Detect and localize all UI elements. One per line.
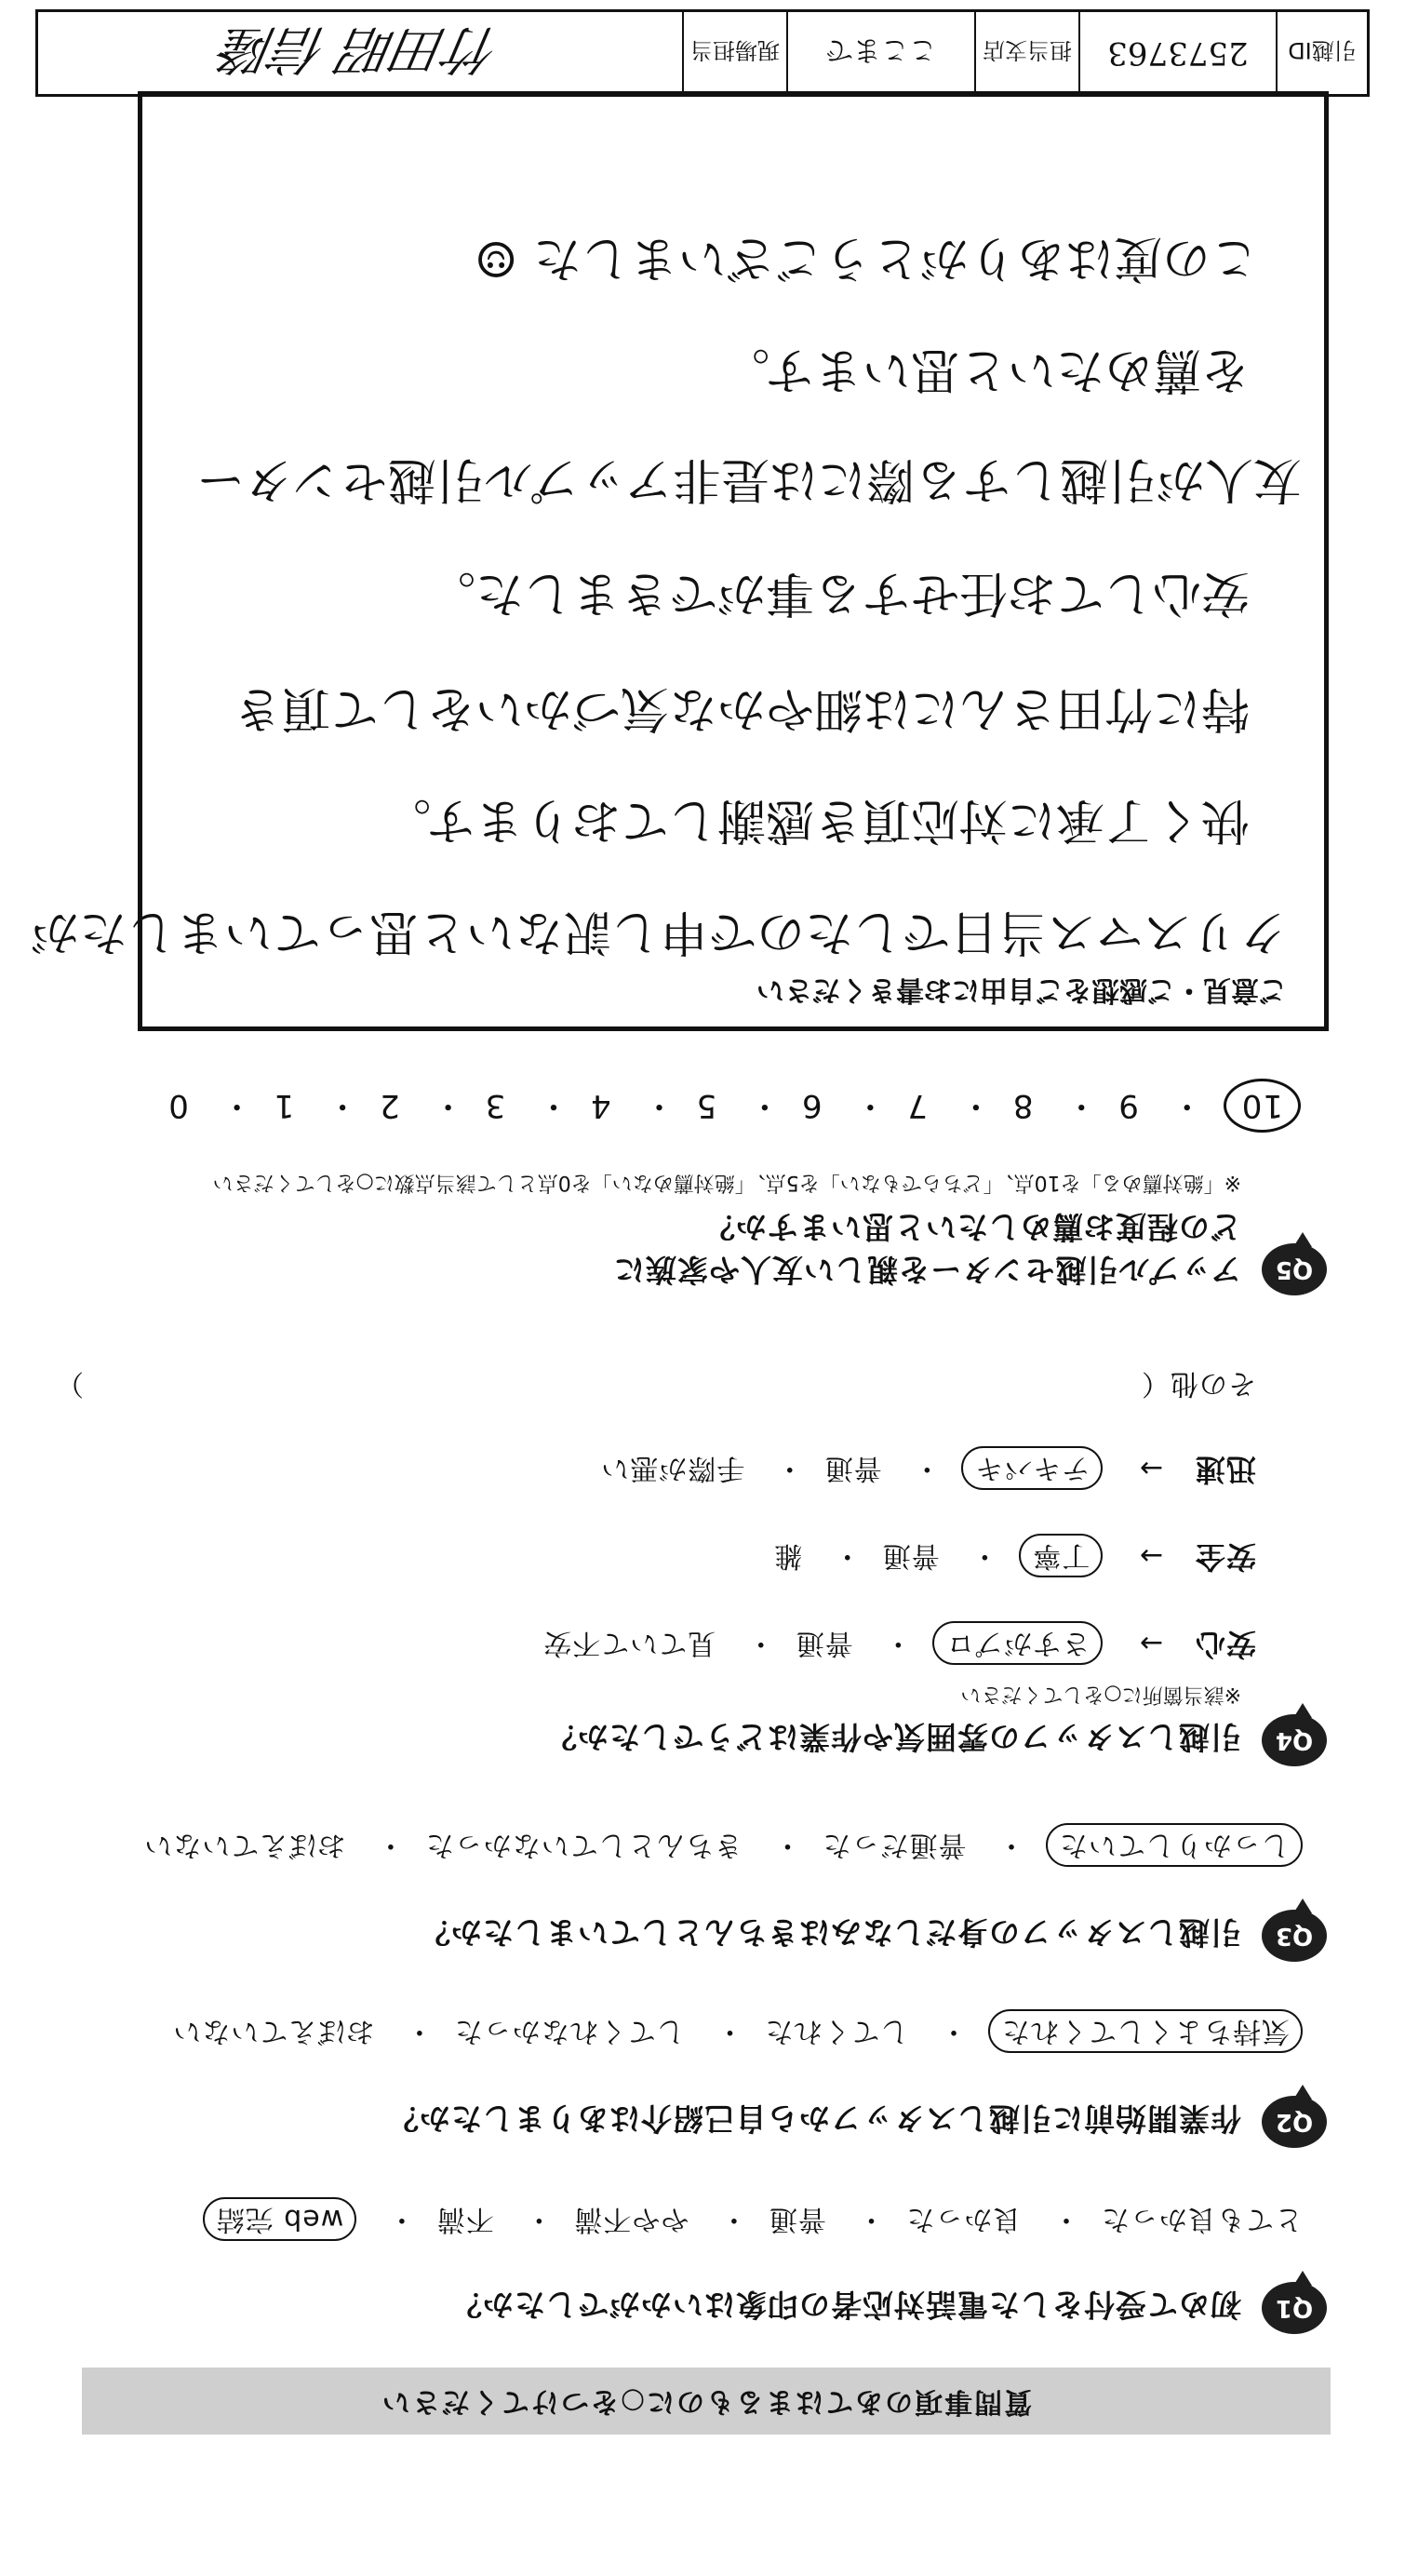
q5-score[interactable]: 1 (273, 1087, 295, 1124)
q5-score[interactable]: 9 (1117, 1087, 1139, 1124)
q4-option-selected[interactable]: 丁寧 (1019, 1534, 1103, 1577)
q2-question: 作業開始前に引越しスタッフから自己紹介はありましたか？ (387, 2100, 1241, 2137)
arrow-right-icon: → (1138, 1452, 1163, 1484)
comment-line: この度はありがとうございました ☺ (474, 230, 1259, 286)
q4-row-anshin: 安心→ さすがプロ・ 普通・ 見ていて不安 (542, 1625, 1256, 1668)
q5-question-line1: アップル引越センターを親しい友人や家族に (612, 1252, 1241, 1288)
q2-option[interactable]: してくれなかった (453, 2015, 685, 2047)
q4-option[interactable]: 雑 (773, 1539, 803, 1572)
branch-label: 担当支店 (976, 12, 1080, 94)
comment-line: を薦めたいと思います。 (721, 342, 1250, 397)
q5-score[interactable]: 3 (484, 1087, 506, 1124)
q1-option[interactable]: やや不満 (573, 2203, 689, 2235)
leader-label: 現場担当 (684, 12, 788, 94)
q5-score[interactable]: 4 (590, 1087, 611, 1124)
q3-option[interactable]: 普通だった (822, 1829, 967, 1861)
q5-score[interactable]: 8 (1011, 1087, 1034, 1124)
q5-score[interactable]: 2 (379, 1087, 400, 1124)
q2-option-selected[interactable]: 気持ちよくしてくれた (988, 2009, 1303, 2053)
banner-text: 質問事項のあてはまるものに○をつけてください (380, 2385, 1033, 2418)
id-label: 引越ID (1288, 37, 1357, 64)
q2-badge: Q2 (1262, 2096, 1327, 2148)
q5-score[interactable]: 6 (800, 1087, 823, 1124)
q3-option-selected[interactable]: しっかりしていた (1046, 1823, 1303, 1867)
q5-badge: Q5 (1262, 1243, 1327, 1295)
q4-option[interactable]: 普通 (795, 1627, 853, 1659)
q5-scale: 10・ 9・ 8・ 7・ 6・ 5・ 4・ 3・ 2・ 1・ 0 (167, 1086, 1301, 1132)
comment-box[interactable] (31, 91, 1329, 1031)
q4-other (1141, 1366, 1256, 1407)
q1-badge: Q1 (1262, 2282, 1327, 2334)
q5-score[interactable]: 5 (695, 1087, 717, 1124)
q4-question: 引越しスタッフの雰囲気や作業はどうでしたか？ (545, 1719, 1241, 1755)
q4-option-selected[interactable]: さすがプロ (932, 1621, 1103, 1665)
q5-score-selected[interactable]: 10 (1224, 1079, 1301, 1133)
q1-option[interactable]: 不満 (435, 2203, 494, 2235)
q3-question: 引越しスタッフの身だしなみはきちんとしていましたか？ (419, 1914, 1241, 1951)
q4-badge: Q4 (1262, 1714, 1327, 1766)
comment-line: 安心してお任せする事ができました。 (426, 565, 1250, 621)
q2-option[interactable]: おぼえていない (172, 2015, 375, 2047)
q4-row-jinsoku: 迅速→ テキパキ・ 普通・ 手際が悪い (600, 1450, 1256, 1493)
q5-note: ※「絶対薦める」を10点、「どちらでもない」を5点、「絶対薦めない」を0点として該当点数に○をしてください (212, 1171, 1241, 1194)
q1-option[interactable]: とても良かった (1101, 2203, 1303, 2235)
arrow-right-icon: → (1138, 1627, 1163, 1659)
q4-row-label: 迅速 (1194, 1452, 1256, 1487)
q4-option-selected[interactable]: テキパキ (961, 1446, 1103, 1490)
comment-line: 快く了承に対応頂き感謝しております。 (382, 792, 1250, 848)
q4-note: ※該当箇所に○をしてください (960, 1683, 1241, 1706)
q1-option-selected[interactable]: web 完結 (203, 2197, 357, 2241)
q4-row-label: 安全 (1194, 1539, 1256, 1575)
instruction-banner (82, 2368, 1331, 2435)
leader-signature (38, 12, 684, 94)
q2-options: 気持ちよくしてくれた・ してくれた・ してくれなかった・ おぼえていない (172, 2014, 1303, 2055)
signature-text: 竹田昭 信隆 (217, 19, 505, 79)
q3-options: しっかりしていた・ 普通だった・ きちんとしていなかった・ おぼえていない (143, 1828, 1303, 1869)
q4-option[interactable]: 普通 (881, 1539, 940, 1572)
q1-question: 初めて受付をした電話対応者の印象はいかがでしたか？ (450, 2287, 1241, 2323)
q4-option[interactable]: 普通 (823, 1452, 882, 1484)
comment-heading: ご意見・ご感想をご自由にお書きください (756, 973, 1287, 1006)
branch-value: ここまで (788, 12, 976, 94)
q4-row-anzen: 安全→ 丁寧・ 普通・ 雑 (773, 1537, 1256, 1580)
comment-line: 特に竹田さんには細やかな気づかいをして頂き (233, 680, 1250, 736)
q1-option[interactable]: 普通 (768, 2203, 826, 2235)
q4-option[interactable]: 手際が悪い (600, 1452, 745, 1484)
header-table (35, 9, 1370, 97)
q5-score[interactable]: 7 (906, 1087, 929, 1124)
q5-question-line2: どの程度お薦めしたいと思いますか？ (703, 1209, 1241, 1245)
q4-other-label: その他（ (1141, 1367, 1256, 1400)
q3-option[interactable]: きちんとしていなかった (424, 1829, 743, 1861)
comment-line: 友人が引越しする際には是非アップル引越センター (195, 451, 1302, 507)
q1-option[interactable]: 良かった (905, 2203, 1022, 2235)
q4-option[interactable]: 見ていて不安 (542, 1627, 716, 1659)
q4-row-label: 安心 (1194, 1627, 1256, 1662)
q3-option[interactable]: おぼえていない (143, 1829, 346, 1861)
q2-option[interactable]: してくれた (764, 2015, 909, 2047)
q4-other-close: ） (55, 1367, 84, 1400)
q5-score[interactable]: 0 (167, 1087, 189, 1124)
comment-line: クリスマス当日でしたので申し訳ないと思っていましたが (31, 904, 1287, 959)
id-value: 2573763 (1080, 12, 1278, 94)
q1-options: とても良かった・ 良かった・ 普通・ やや不満・ 不満・ web 完結 (203, 2202, 1303, 2243)
arrow-right-icon: → (1138, 1539, 1163, 1572)
q3-badge: Q3 (1262, 1910, 1327, 1962)
